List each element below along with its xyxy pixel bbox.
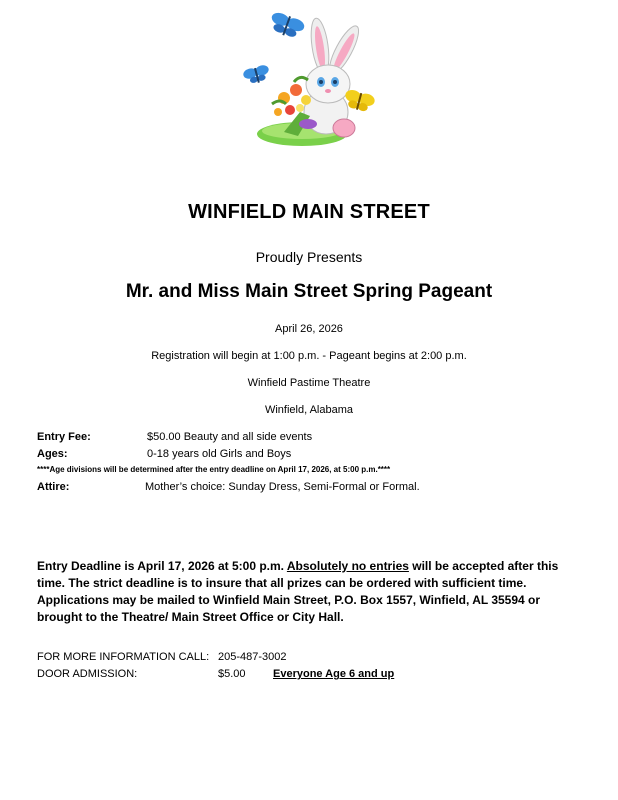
venue-name: Winfield Pastime Theatre	[247, 377, 371, 389]
presents-line: Proudly Presents	[255, 249, 363, 265]
entry-fee-row	[37, 431, 313, 443]
event-date: April 26, 2026	[275, 323, 343, 335]
age-division-note: ****Age divisions will be determined after the entry deadline on April 17, 2026, at 5:00 p.m.****	[37, 465, 391, 474]
deadline-text-end: will be accepted after this time. The strict deadline is to insure that all prizes can be ordered with sufficient time. Applications may be mailed to Winfield Main Street, P.O. Box 1557, Winfield, AL 35594 or brought to the Theatre/ Main Street Office or City Hall.	[37, 559, 559, 624]
entry-fee-value: $50.00 Beauty and all side events	[147, 431, 313, 443]
door-admission-label: DOOR ADMISSION:	[37, 668, 138, 680]
deadline-emphasis: Absolutely no entries	[286, 559, 409, 573]
deadline-text-start: Entry Deadline is April 17, 2026 at 5:00 p.m.	[37, 559, 287, 573]
event-title: Mr. and Miss Main Street Spring Pageant	[125, 281, 493, 302]
blue-butterfly-left	[242, 64, 271, 86]
venue-city: Winfield, Alabama	[264, 404, 354, 416]
entry-fee-label: Entry Fee:	[37, 431, 91, 443]
attire-row	[37, 481, 420, 493]
registration-time: Registration will begin at 1:00 p.m. - Pageant begins at 2:00 p.m.	[151, 350, 467, 362]
ages-label: Ages:	[37, 448, 68, 460]
attire-label: Attire:	[37, 481, 70, 493]
deadline-paragraph	[37, 558, 585, 626]
ages-row	[37, 448, 292, 460]
info-phone: 205-487-3002	[218, 651, 287, 663]
door-admission-note: Everyone Age 6 and up	[273, 668, 395, 680]
attire-value: Mother’s choice: Sunday Dress, Semi-Formal or Formal.	[145, 481, 420, 493]
bunny-foot	[333, 119, 355, 137]
info-call-label: FOR MORE INFORMATION CALL:	[37, 651, 210, 663]
bunny-illustration	[240, 12, 376, 154]
ages-value: 0-18 years old Girls and Boys	[147, 448, 292, 460]
bunny-head	[306, 65, 350, 103]
door-admission-price: $5.00	[218, 668, 246, 680]
blue-butterfly-top	[267, 12, 306, 41]
door-admission-row	[37, 668, 395, 680]
info-call-row	[37, 651, 287, 663]
org-title: WINFIELD MAIN STREET	[188, 201, 430, 223]
